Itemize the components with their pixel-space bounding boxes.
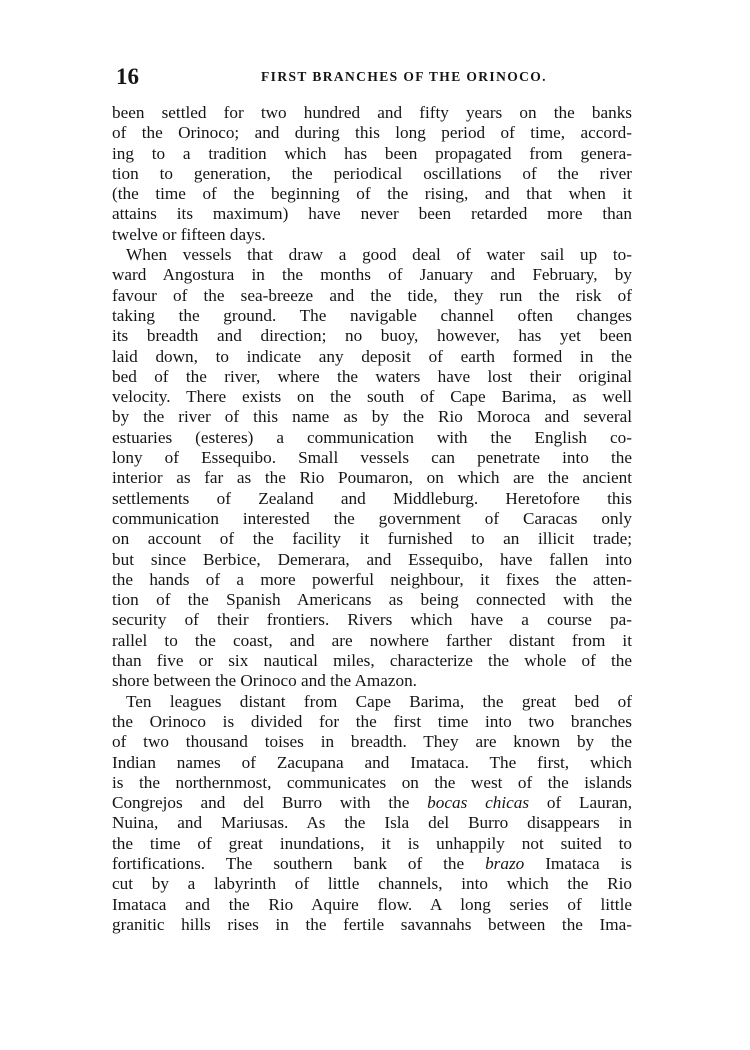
body-text (112, 103, 632, 935)
text-line: laid down, to indicate any deposit of earth formed in the (112, 346, 632, 366)
italic-term: bocas chicas (427, 793, 530, 813)
text-line: interior as far as the Rio Poumaron, on which are the ancient (112, 468, 632, 488)
text-line: estuaries (esteres) a communication with the English co- (112, 427, 632, 447)
text-line: on account of the facility it furnished to an illicit trade; (112, 529, 632, 549)
line-segment: Congrejos and del Burro with the (112, 793, 428, 813)
text-line: tion of the Spanish Americans as being connected with the (112, 590, 632, 610)
text-line: taking the ground. The navigable channel often changes (112, 305, 632, 325)
line-segment: of Lauran, (529, 793, 632, 813)
text-line: favour of the sea-breeze and the tide, they run the risk of (112, 285, 632, 305)
line-segment: fortifications. The southern bank of the (112, 853, 486, 873)
text-line: When vessels that draw a good deal of water sail up to- (126, 245, 632, 265)
running-header (116, 62, 632, 92)
text-line: of two thousand toises in breadth. They are known by the (112, 732, 632, 752)
text-line: Nuina, and Mariusas. As the Isla del Burro disappears in (112, 813, 632, 833)
text-line: velocity. There exists on the south of Cape Barima, as well (112, 387, 632, 407)
text-line: the Orinoco is divided for the first time into two branches (112, 711, 632, 731)
text-line: of the Orinoco; and during this long period of time, accord- (112, 123, 632, 143)
text-line: lony of Essequibo. Small vessels can penetrate into the (112, 448, 632, 468)
text-line: security of their frontiers. Rivers which have a course pa- (112, 610, 632, 630)
text-line: tion to generation, the periodical oscillations of the river (112, 163, 632, 183)
page-number: 16 (116, 64, 139, 89)
text-line: Indian names of Zacupana and Imataca. The first, which (112, 752, 632, 772)
line-segment: Imataca is (524, 853, 632, 873)
text-line: the time of great inundations, it is unhappily not suited to (112, 833, 632, 853)
text-line: by the river of this name as by the Rio Moroca and several (112, 407, 632, 427)
text-line: ing to a tradition which has been propagated from genera- (112, 143, 632, 163)
text-line: (the time of the beginning of the rising, and that when it (112, 184, 632, 204)
text-line: attains its maximum) have never been retarded more than (112, 204, 632, 224)
text-line: is the northernmost, communicates on the west of the islands (112, 772, 632, 792)
text-line: settlements of Zealand and Middleburg. Heretofore this (112, 488, 632, 508)
text-line: granitic hills rises in the fertile savannahs between the Ima- (112, 914, 632, 934)
text-line: than five or six nautical miles, characterize the whole of the (112, 651, 632, 671)
text-line: its breadth and direction; no buoy, however, has yet been (112, 326, 632, 346)
text-line: Imataca and the Rio Aquire flow. A long series of little (112, 894, 632, 914)
text-line: twelve or fifteen days. (112, 224, 266, 244)
running-title: FIRST BRANCHES OF THE ORINOCO. (261, 69, 547, 84)
text-line: cut by a labyrinth of little channels, into which the Rio (112, 874, 632, 894)
text-line: been settled for two hundred and fifty years on the banks (112, 103, 632, 122)
text-line: the hands of a more powerful neighbour, it fixes the atten- (112, 569, 632, 589)
text-line: Ten leagues distant from Cape Barima, the great bed of (126, 691, 632, 711)
text-line: but since Berbice, Demerara, and Essequibo, have fallen into (112, 549, 632, 569)
text-line: rallel to the coast, and are nowhere farther distant from it (112, 630, 632, 650)
italic-term: brazo (485, 853, 525, 873)
text-line (112, 854, 632, 874)
text-line: shore between the Orinoco and the Amazon. (112, 671, 417, 691)
text-line (112, 793, 632, 813)
text-line: bed of the river, where the waters have lost their original (112, 366, 632, 386)
text-line: communication interested the government of Caracas only (112, 508, 632, 528)
text-line: ward Angostura in the months of January and February, by (112, 265, 632, 285)
